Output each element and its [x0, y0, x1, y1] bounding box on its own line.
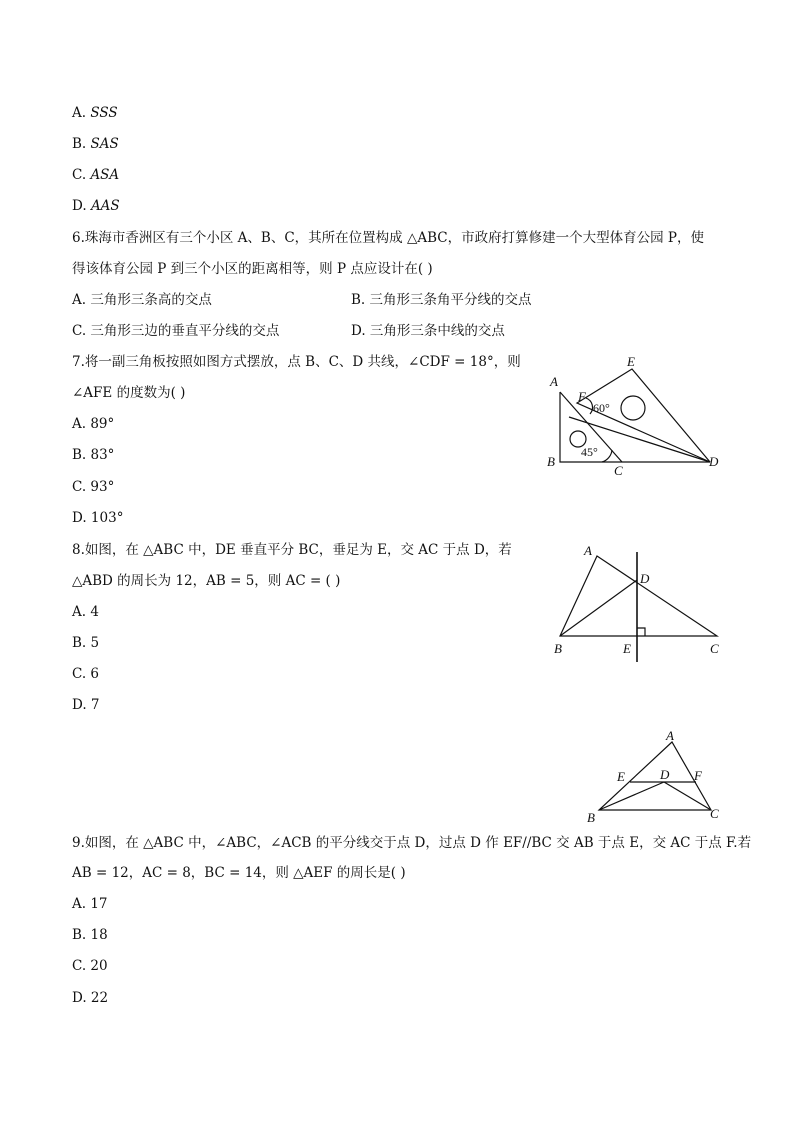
q9-option-d: D. 22 — [72, 990, 109, 1006]
q9-label-c: C — [710, 806, 719, 821]
q9-option-c: C. 20 — [72, 958, 108, 974]
q8-label-e: E — [623, 641, 631, 656]
q7-figure — [540, 350, 730, 480]
q7-label-45: 45° — [581, 445, 598, 459]
q7-option-d: D. 103° — [72, 510, 124, 526]
q6-stem-line2: 得该体育公园 P 到三个小区的距离相等，则 P 点应设计在( ) — [72, 261, 433, 277]
q8-stem-line2: △ABD 的周长为 12，AB = 5，则 AC = ( ) — [72, 573, 341, 589]
q7-label-e: E — [627, 354, 635, 369]
q9-option-b: B. 18 — [72, 927, 108, 943]
q6-stem-line1: 6.珠海市香洲区有三个小区 A、B、C，其所在位置构成 △ABC，市政府打算修建一个大型体育公园 P，使 — [72, 230, 704, 246]
q9-label-a: A — [666, 728, 674, 743]
q9-label-e: E — [617, 769, 625, 784]
q7-stem-line2: ∠AFE 的度数为( ) — [72, 385, 186, 401]
q6-option-c: C. 三角形三边的垂直平分线的交点 — [72, 323, 280, 339]
q7-label-b: B — [547, 454, 555, 469]
q8-option-b: B. 5 — [72, 635, 100, 651]
q9-stem-line1: 9.如图，在 △ABC 中，∠ABC，∠ACB 的平分线交于点 D，过点 D 作 EF//BC 交 AB 于点 E，交 AC 于点 F.若 — [72, 835, 752, 851]
q9-label-f: F — [694, 768, 702, 783]
q6-option-d: D. 三角形三条中线的交点 — [351, 323, 505, 339]
q8-label-a: A — [584, 543, 592, 558]
q7-label-d: D — [709, 454, 719, 469]
q8-option-c: C. 6 — [72, 666, 100, 682]
q7-option-b: B. 83° — [72, 447, 115, 463]
q8-stem-line1: 8.如图，在 △ABC 中，DE 垂直平分 BC，垂足为 E，交 AC 于点 D，若 — [72, 542, 512, 558]
q7-label-c: C — [614, 463, 623, 478]
q9-option-a: A. 17 — [72, 896, 108, 912]
q8-option-d: D. 7 — [72, 697, 100, 713]
q7-option-c: C. 93° — [72, 479, 115, 495]
q8-option-a: A. 4 — [72, 604, 99, 620]
q5-option-c: C. ASA — [72, 167, 120, 183]
q7-label-60: 60° — [593, 401, 610, 415]
q7-stem-line1: 7.将一副三角板按照如图方式摆放，点 B、C、D 共线，∠CDF = 18°，则 — [72, 354, 521, 370]
q6-option-b: B. 三角形三条角平分线的交点 — [351, 292, 532, 308]
q5-option-d: D. AAS — [72, 198, 120, 214]
q6-option-a: A. 三角形三条高的交点 — [72, 292, 212, 308]
q5-option-b: B. SAS — [72, 136, 119, 152]
q8-figure — [548, 540, 728, 665]
q8-label-d: D — [640, 571, 650, 586]
q9-figure — [585, 728, 725, 824]
q9-label-b: B — [587, 810, 595, 825]
q7-option-a: A. 89° — [72, 416, 115, 432]
q8-label-b: B — [554, 641, 562, 656]
q8-label-c: C — [710, 641, 719, 656]
q9-label-d: D — [660, 767, 670, 782]
q7-label-a: A — [550, 374, 558, 389]
q5-option-a: A. SSS — [72, 105, 118, 121]
q7-label-f: F — [578, 389, 586, 404]
q9-stem-line2: AB = 12，AC = 8，BC = 14，则 △AEF 的周长是( ) — [72, 865, 406, 881]
